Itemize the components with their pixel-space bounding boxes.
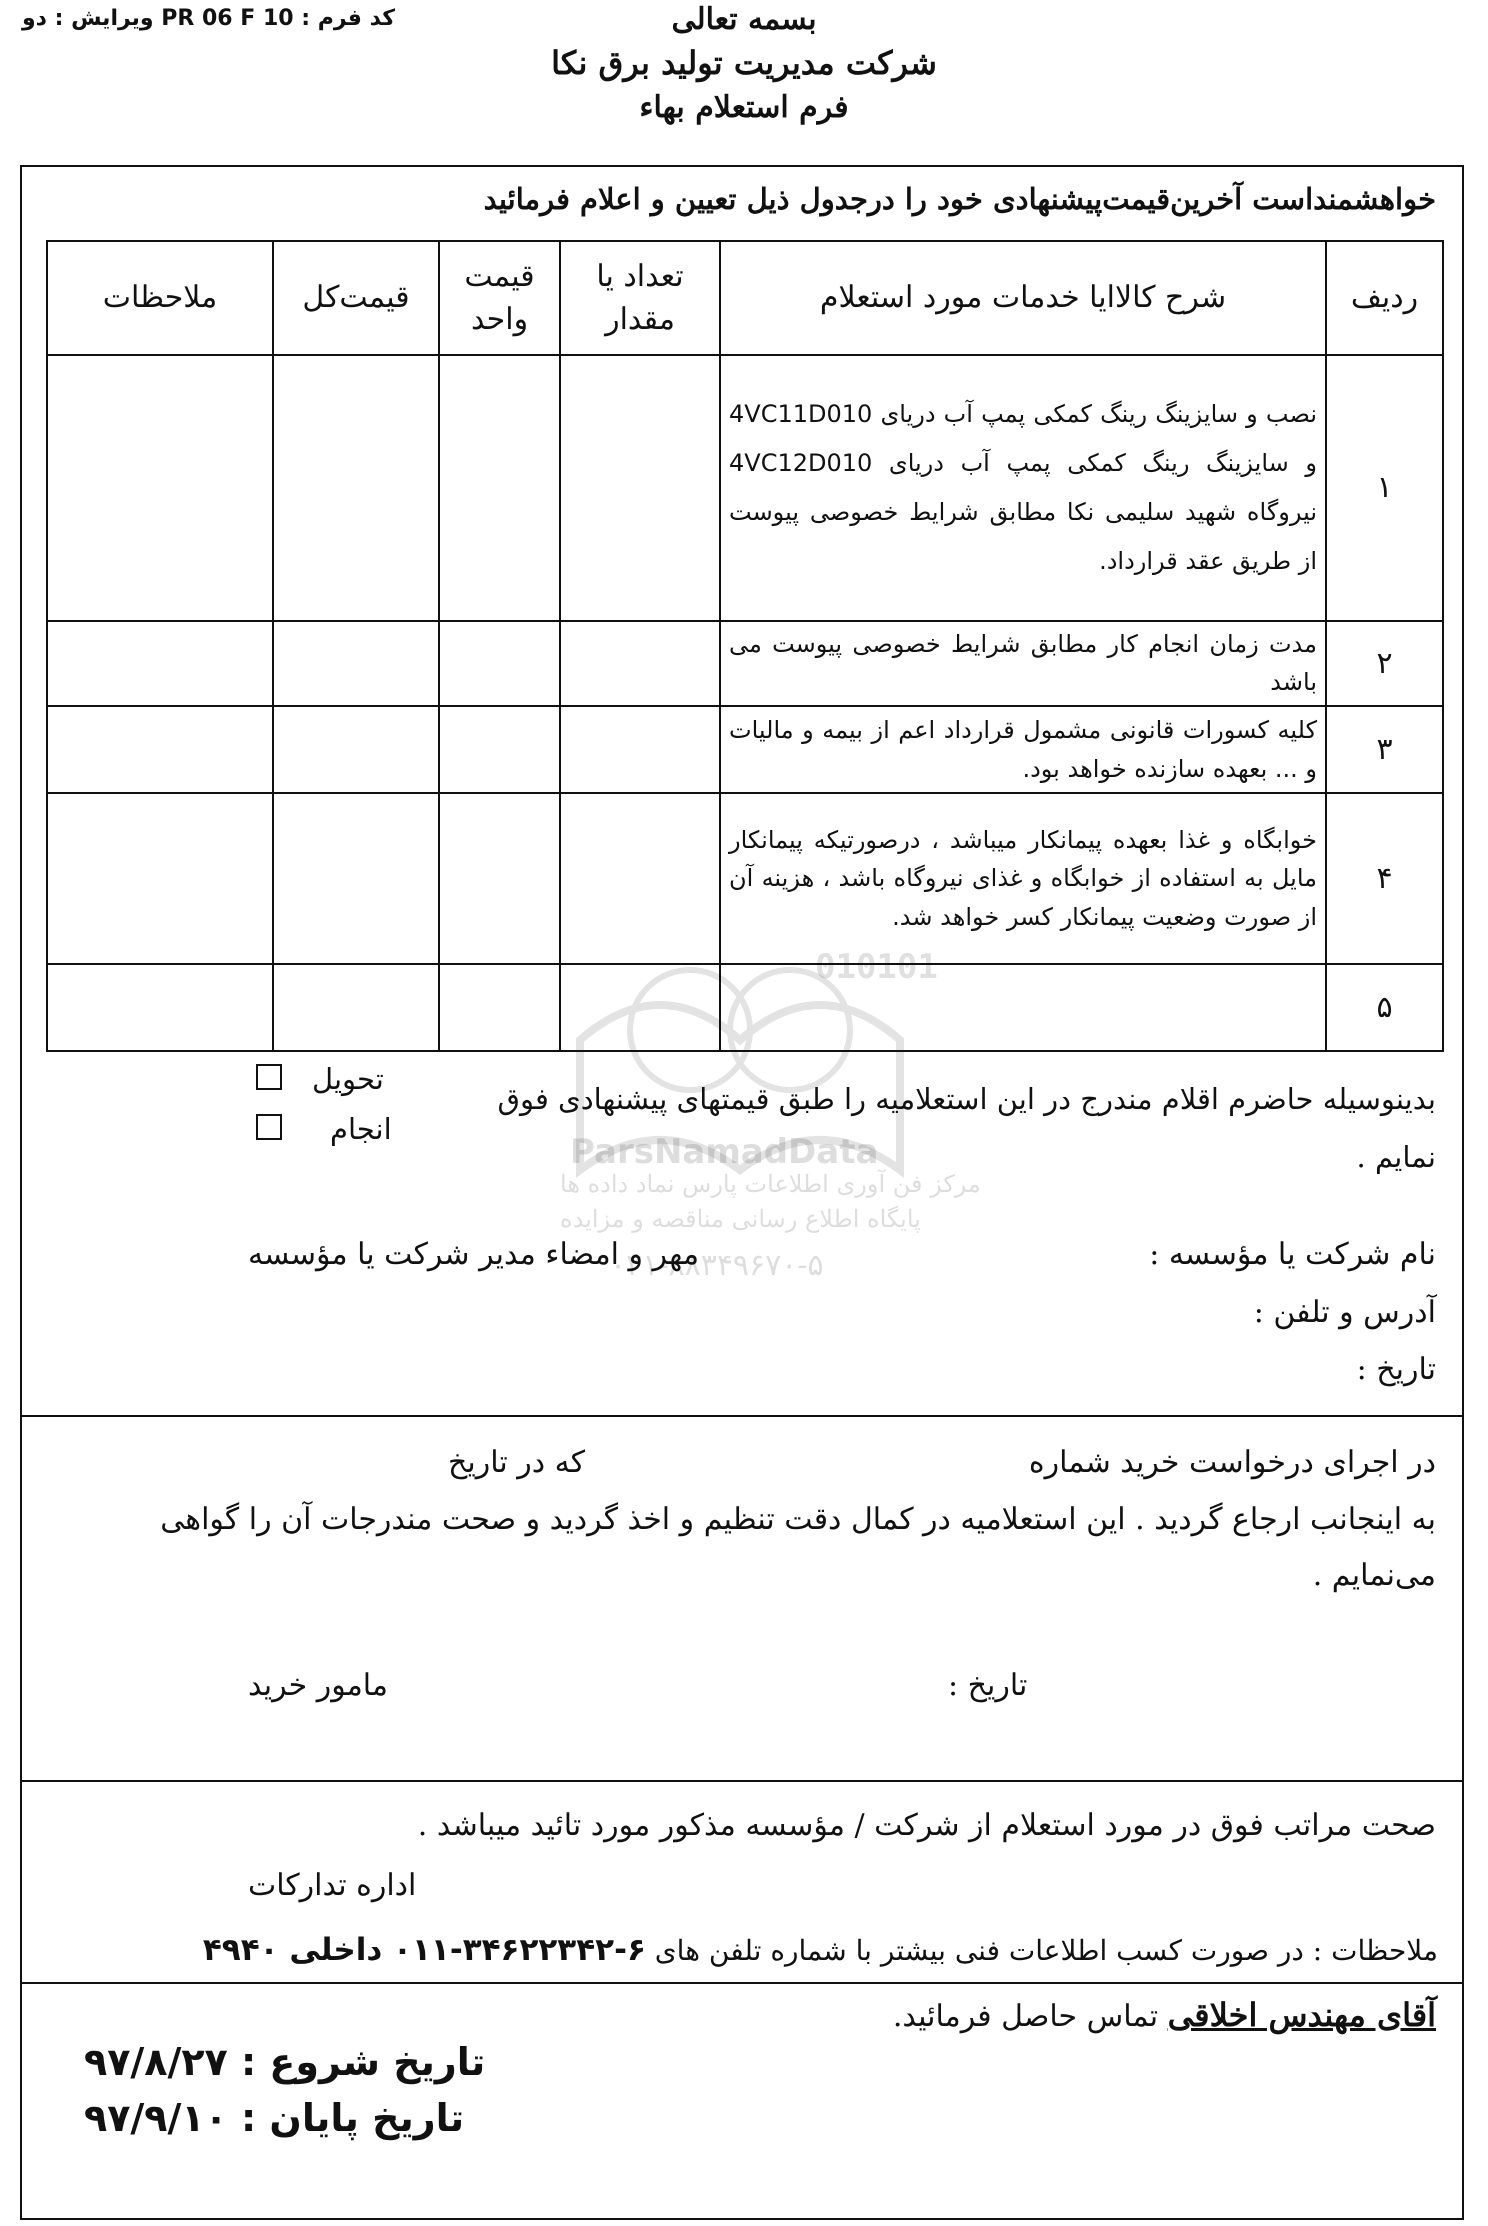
- table-row: [47, 793, 1443, 963]
- company-name-label: نام شرکت یا مؤسسه :: [1149, 1237, 1436, 1272]
- watermark-phone: ۰۲۱-۸۸۳۴۹۶۷۰-۵: [610, 1248, 824, 1283]
- col-header-qty: تعداد یا مقدار: [560, 241, 720, 355]
- qty-cell[interactable]: [560, 964, 720, 1051]
- watermark-binary: 010101: [815, 947, 938, 987]
- delivery-checkbox[interactable]: [256, 1064, 282, 1090]
- col-header-description: شرح کالاایا خدمات مورد استعلام: [720, 241, 1326, 355]
- table-row: [47, 706, 1443, 793]
- table-row: [47, 964, 1443, 1051]
- row-description: کلیه کسورات قانونی مشمول قرارداد اعم از بیمه و مالیات و ... بعهده سازنده خواهد بود.: [720, 706, 1326, 793]
- seal-signature-label: مهر و امضاء مدیر شرکت یا مؤسسه: [248, 1237, 700, 1272]
- notes-prefix: ملاحظات : در صورت کسب اطلاعات فنی بیشتر با شماره تلفن های: [654, 1934, 1438, 1967]
- row-number: ۴: [1326, 793, 1443, 963]
- notes-line: [203, 1932, 1438, 1968]
- start-date: تاریخ شروع : ۹۷/۸/۲۷: [84, 2040, 486, 2084]
- total-price-cell[interactable]: [273, 706, 439, 793]
- table-row: [47, 355, 1443, 621]
- notes-cell[interactable]: [47, 621, 273, 706]
- bismillah: بسمه تعالی: [671, 2, 817, 37]
- qty-cell[interactable]: [560, 355, 720, 621]
- purchase-line2: به اینجانب ارجاع گردید . این استعلامیه در کمال دقت تنظیم و اخذ گردید و صحت مندرجات آن را گواهی: [160, 1502, 1436, 1537]
- date-label: تاریخ :: [1356, 1352, 1436, 1387]
- delivery-label: تحویل: [312, 1062, 384, 1096]
- procurement-dept-label: اداره تدارکات: [248, 1868, 417, 1903]
- col-header-row-no: ردیف: [1326, 241, 1443, 355]
- watermark-line1: مرکز فن آوری اطلاعات پارس نماد داده ها: [560, 1170, 981, 1198]
- notes-cell[interactable]: [47, 706, 273, 793]
- end-date: تاریخ پایان : ۹۷/۹/۱۰: [84, 2096, 465, 2140]
- declaration-line2: نمایم .: [1356, 1140, 1436, 1174]
- section-divider: [20, 1415, 1464, 1417]
- purchase-officer-label: مامور خرید: [248, 1668, 388, 1703]
- row-description: نصب و سایزینگ رینگ کمکی پمپ آب دریای 4VC11D010 و سایزینگ رینگ کمکی پمپ آب دریای 4VC12D010 نیروگاه شهید سلیمی نکا مطابق شرایط خصوصی پیوست از طریق عقد قرارداد.: [720, 355, 1326, 621]
- unit-price-cell[interactable]: [439, 621, 560, 706]
- section-divider: [20, 1780, 1464, 1782]
- table-row: [47, 621, 1443, 706]
- col-header-total-price: قیمت‌کل: [273, 241, 439, 355]
- section-divider: [20, 1982, 1464, 1984]
- notes-phones: ۶-۳۴۶۲۲۳۴۲-۰۱۱ داخلی ۴۹۴۰: [202, 1932, 646, 1968]
- contact-name: آقای مهندس اخلاقی: [1167, 1996, 1436, 2034]
- perform-label: انجام: [330, 1112, 392, 1146]
- declaration-line1: بدینوسیله حاضرم اقلام مندرج در این استعلامیه را طبق قیمتهای پیشنهادی فوق: [497, 1082, 1436, 1116]
- form-title: فرم استعلام بهاء: [639, 90, 849, 125]
- row-number: ۵: [1326, 964, 1443, 1051]
- row-number: ۳: [1326, 706, 1443, 793]
- row-number: ۱: [1326, 355, 1443, 621]
- table-header-row: [47, 241, 1443, 355]
- items-table: [46, 240, 1444, 1052]
- row-description: مدت زمان انجام کار مطابق شرایط خصوصی پیوست می باشد: [720, 621, 1326, 706]
- row-description: خوابگاه و غذا بعهده پیمانکار میباشد ، درصورتیکه پیمانکار مایل به استفاده از خوابگاه و غذای نیروگاه باشد ، هزینه آن از صورت وضعیت پیمانکار کسر خواهد شد.: [720, 793, 1326, 963]
- total-price-cell[interactable]: [273, 355, 439, 621]
- notes-cell[interactable]: [47, 793, 273, 963]
- purchase-request-text: در اجرای درخواست خرید شماره: [1028, 1445, 1436, 1480]
- notes-cell[interactable]: [47, 355, 273, 621]
- confirmation-text: صحت مراتب فوق در مورد استعلام از شرکت / مؤسسه مذکور مورد تائید میباشد .: [417, 1808, 1436, 1843]
- row-number: ۲: [1326, 621, 1443, 706]
- total-price-cell[interactable]: [273, 793, 439, 963]
- form-code: کد فرم : PR 06 F 10 ویرایش : دو: [22, 6, 396, 31]
- total-price-cell[interactable]: [273, 621, 439, 706]
- total-price-cell[interactable]: [273, 964, 439, 1051]
- perform-checkbox[interactable]: [256, 1114, 282, 1140]
- notes-cell[interactable]: [47, 964, 273, 1051]
- qty-cell[interactable]: [560, 706, 720, 793]
- watermark-brand: ParsNamadData: [570, 1132, 879, 1172]
- row-description[interactable]: [720, 964, 1326, 1051]
- unit-price-cell[interactable]: [439, 706, 560, 793]
- unit-price-cell[interactable]: [439, 793, 560, 963]
- qty-cell[interactable]: [560, 793, 720, 963]
- company-name: شرکت مدیریت تولید برق نکا: [551, 44, 937, 82]
- unit-price-cell[interactable]: [439, 355, 560, 621]
- purchase-line3: می‌نمایم .: [1312, 1558, 1436, 1593]
- col-header-notes: ملاحظات: [47, 241, 273, 355]
- unit-price-cell[interactable]: [439, 964, 560, 1051]
- contact-tail: تماس حاصل فرمائید.: [892, 1999, 1159, 2034]
- intro-text: خواهشمنداست آخرین‌قیمت‌پیشنهادی خود را درجدول ذیل تعیین و اعلام فرمائید: [483, 182, 1436, 216]
- contact-line: [893, 1996, 1436, 2034]
- purchase-date-text: که در تاریخ: [448, 1445, 585, 1480]
- col-header-unit-price: قیمت واحد: [439, 241, 560, 355]
- qty-cell[interactable]: [560, 621, 720, 706]
- address-phone-label: آدرس و تلفن :: [1253, 1295, 1436, 1330]
- purchase-date-label: تاریخ :: [948, 1668, 1028, 1703]
- watermark-line2: پایگاه اطلاع رسانی مناقصه و مزایده: [560, 1205, 921, 1233]
